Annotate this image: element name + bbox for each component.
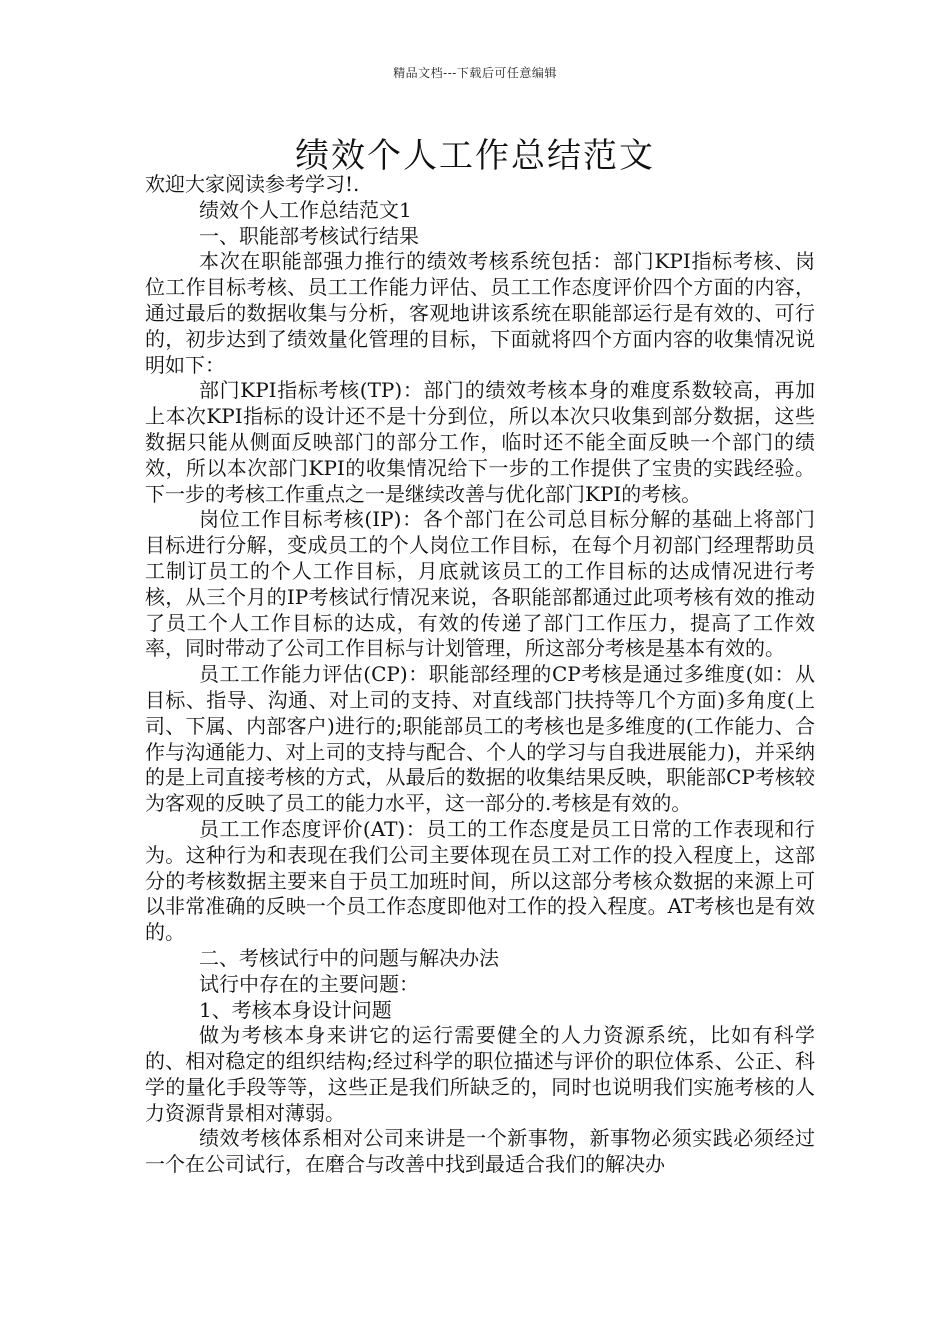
body-paragraph: 岗位工作目标考核(IP)：各个部门在公司总目标分解的基础上将部门目标进行分解，变成员工的个人岗位工作目标，在每个月初部门经理帮助员工制订员工的个人工作目标，月底就该员工的工作目标的达成情况进行考核，从三个月的IP考核试行情况来说，各职能部都通过此项考核有效的推动了员工个人工作目标的达成，有效的传递了部门工作压力，提高了工作效率，同时带动了公司工作目标与计划管理，所这部分考核是基本有效的。: [145, 507, 815, 661]
body-paragraph: 绩效考核体系相对公司来讲是一个新事物，新事物必须实践必须经过一个在公司试行，在磨合与改善中找到最适合我们的解决办: [145, 1126, 815, 1177]
body-paragraph: 部门KPI指标考核(TP)：部门的绩效考核本身的难度系数较高，再加上本次KPI指标的设计还不是十分到位，所以本次只收集到部分数据，这些数据只能从侧面反映部门的部分工作，临时还不能全面反映一个部门的绩效，所以本次部门KPI的收集情况给下一步的工作提供了宝贵的实践经验。下一步的考核工作重点之一是继续改善与优化部门KPI的考核。: [145, 378, 815, 506]
body-paragraph: 员工工作态度评价(AT)：员工的工作态度是员工日常的工作表现和行为。这种行为和表现在我们公司主要体现在员工对工作的投入程度上，这部分的考核数据主要来自于员工加班时间，所以这部分考核众数据的来源上可以非常准确的反映一个员工作态度即他对工作的投入程度。AT考核也是有效的。: [145, 816, 815, 945]
body-paragraph: 员工工作能力评估(CP)：职能部经理的CP考核是通过多维度(如：从目标、指导、沟通、对上司的支持、对直线部门扶持等几个方面)多角度(上司、下属、内部客户)进行的;职能部员工的考核也是多维度的(工作能力、合作与沟通能力、对上司的支持与配合、个人的学习与自我进展能力)，并采纳的是上司直接考核的方式，从最后的数据的收集结果反映，职能部CP考核较为客观的反映了员工的能力水平，这一部分的.考核是有效的。: [145, 662, 815, 816]
body-paragraph: 二、考核试行中的问题与解决办法: [199, 945, 499, 970]
body-paragraph: 试行中存在的主要问题：: [199, 971, 419, 996]
body-paragraph: 欢迎大家阅读参考学习!.: [145, 172, 360, 196]
body-paragraph: 1、考核本身设计问题: [199, 997, 392, 1022]
body-paragraph: 本次在职能部强力推行的绩效考核系统包括：部门KPI指标考核、岗位工作目标考核、员工工作能力评估、员工工作态度评价四个方面的内容，通过最后的数据收集与分析，客观地讲该系统在职能部运行是有效的、可行的，初步达到了绩效量化管理的目标，下面就将四个方面内容的收集情况说明如下：: [145, 249, 815, 377]
body-paragraph: 绩效个人工作总结范文1: [199, 197, 412, 222]
document-title: 绩效个人工作总结范文: [295, 136, 655, 176]
document-body: [145, 172, 815, 1178]
body-paragraph: 一、职能部考核试行结果: [199, 223, 419, 248]
header-note: 精品文档---下载后可任意编辑: [393, 66, 557, 80]
body-paragraph: 做为考核本身来讲它的运行需要健全的人力资源系统，比如有科学的、相对稳定的组织结构;经过科学的职位描述与评价的职位体系、公正、科学的量化手段等等，这些正是我们所缺乏的，同时也说明我们实施考核的人力资源背景相对薄弱。: [145, 1023, 815, 1125]
